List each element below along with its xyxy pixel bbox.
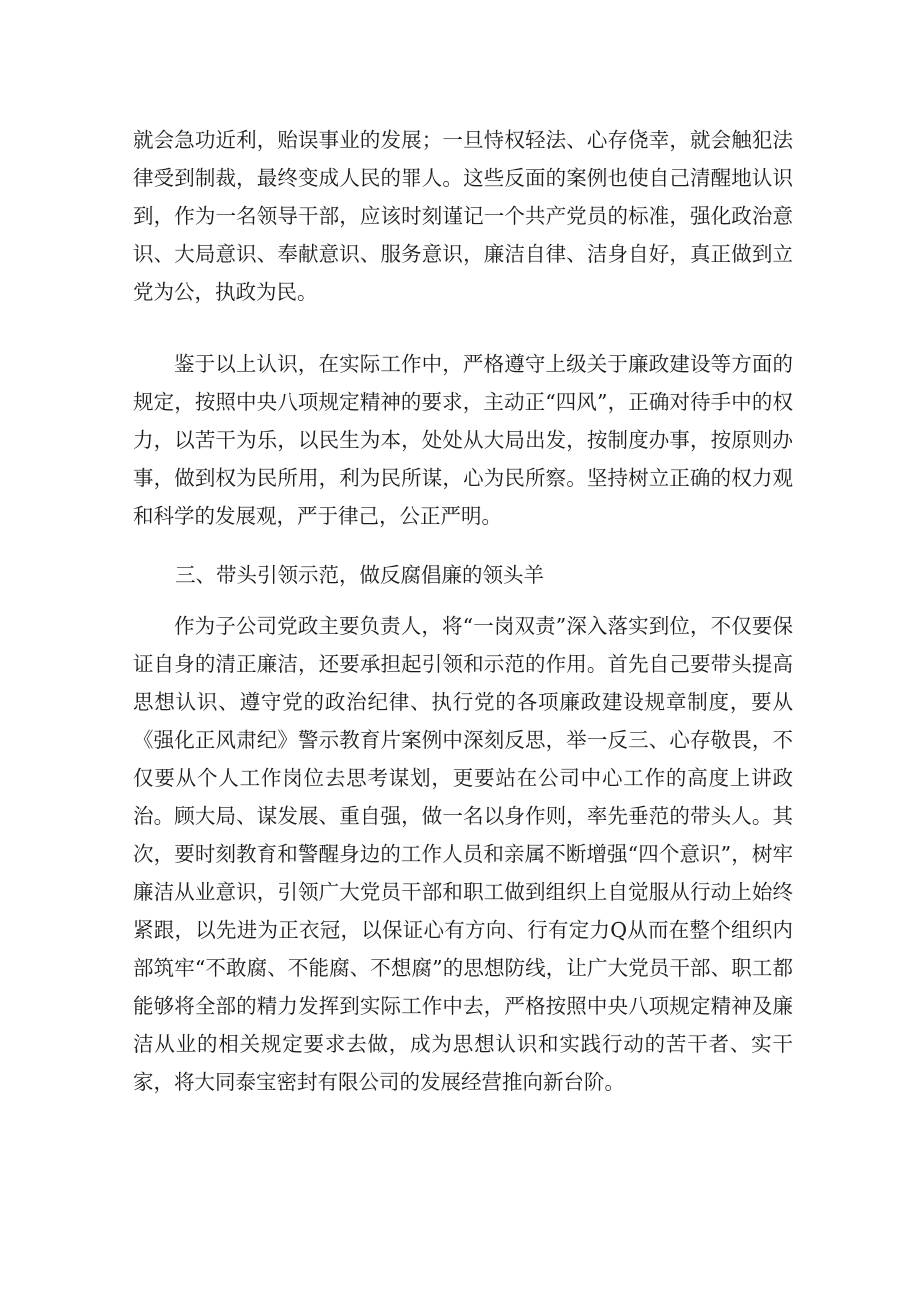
section-heading: 三、带头引领示范，做反腐倡廉的领头羊 [175, 563, 544, 587]
paragraph-leadership: 作为子公司党政主要负责人，将“一岗双责”深入落实到位，不仅要保证自身的清正廉洁，还要承担起引领和示范的作用。首先自己要带头提高思想认识、遵守党的政治纪律、执行党的各项廉政建设规章制度，要从《强化正风肃纪》警示教育片案例中深刻反思，举一反三、心存敬畏，不仅要从个人工作岗位去思考谋划，更要站在公司中心工作的高度上讲政治。顾大局、谋发展、重自强，做一名以身作则，率先垂范的带头人。其次，要时刻教育和警醒身边的工作人员和亲属不断增强“四个意识”，树牢廉洁从业意识，引领广大党员干部和职工做到组织上自觉服从行动上始终紧跟，以先进为正衣冠，以保证心有方向、行有定力Q从而在整个组织内部筑牢“不敢腐、不能腐、不想腐”的思想防线，让广大党员干部、职工都能够将全部的精力发挥到实际工作中去，严格按照中央八项规定精神及廉洁从业的相关规定要求去做，成为思想认识和实践行动的苦干者、实干家，将大同泰宝密封有限公司的发展经营推向新台阶。 [133, 614, 793, 1094]
paragraph-awareness: 鉴于以上认识，在实际工作中，严格遵守上级关于廉政建设等方面的规定，按照中央八项规定精神的要求，主动正“四风”，正确对待手中的权力，以苦干为乐，以民生为本，处处从大局出发，按制度办事，按原则办事，做到权为民所用，利为民所谋，心为民所察。坚持树立正确的权力观和科学的发展观，严于律己，公正严明。 [133, 352, 793, 528]
paragraph-continuation: 就会急功近利，贻误事业的发展；一旦恃权轻法、心存侥幸，就会触犯法律受到制裁，最终变成人民的罪人。这些反面的案例也使自己清醒地认识到，作为一名领导干部，应该时刻谨记一个共产党员的标准，强化政治意识、大局意识、奉献意识、服务意识，廉洁自律、洁身自好，真正做到立党为公，执政为民。 [133, 128, 793, 304]
